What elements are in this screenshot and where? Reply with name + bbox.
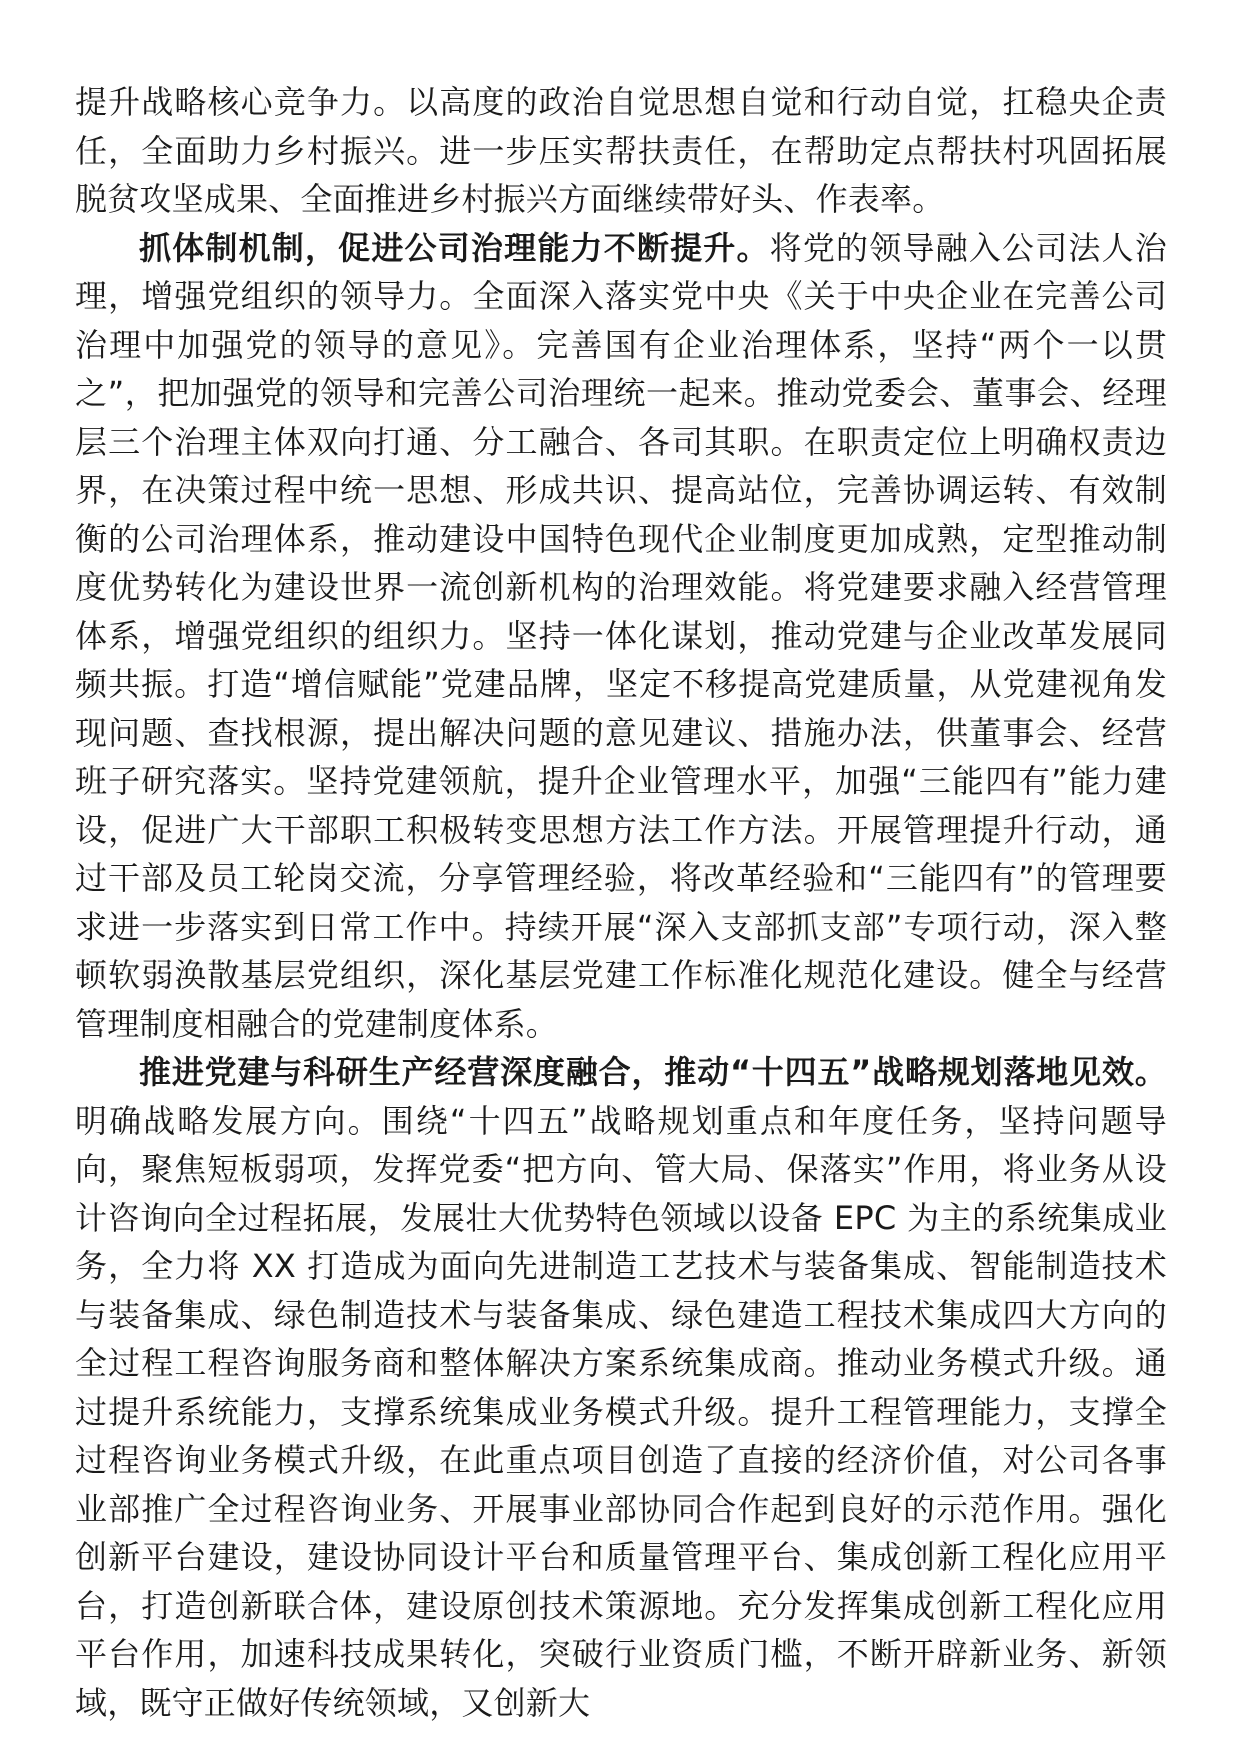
paragraph-3-lead: 推进党建与科研生产经营深度融合，推动“十四五”战略规划落地见效。 (139, 1053, 1167, 1091)
paragraph-2 (75, 224, 1167, 1049)
paragraph-2-text: 将党的领导融入公司法人治理，增强党组织的领导力。全面深入落实党中央《关于中央企业在完善公司治理中加强党的领导的意见》。完善国有企业治理体系，坚持“两个一以贯之”，把加强党的领导和完善公司治理统一起来。推动党委会、董事会、经理层三个治理主体双向打通、分工融合、各司其职。在职责定位上明确权责边界，在决策过程中统一思想、形成共识、提高站位，完善协调运转、有效制衡的公司治理体系，推动建设中国特色现代企业制度更加成熟，定型推动制度优势转化为建设世界一流创新机构的治理效能。将党建要求融入经营管理体系，增强党组织的组织力。坚持一体化谋划，推动党建与企业改革发展同频共振。打造“增信赋能”党建品牌，坚定不移提高党建质量，从党建视角发现问题、查找根源，提出解决问题的意见建议、措施办法，供董事会、经营班子研究落实。坚持党建领航，提升企业管理水平，加强“三能四有”能力建设，促进广大干部职工积极转变思想方法工作方法。开展管理提升行动，通过干部及员工轮岗交流，分享管理经验，将改革经验和“三能四有”的管理要求进一步落实到日常工作中。持续开展“深入支部抓支部”专项行动，深入整顿软弱涣散基层党组织，深化基层党建工作标准化规范化建设。健全与经营管理制度相融合的党建制度体系。 (75, 228, 1167, 1043)
paragraph-1 (75, 78, 1167, 224)
paragraph-1-text: 提升战略核心竞争力。以高度的政治自觉思想自觉和行动自觉，扛稳央企责任，全面助力乡村振兴。进一步压实帮扶责任，在帮助定点帮扶村巩固拓展脱贫攻坚成果、全面推进乡村振兴方面继续带好头、作表率。 (75, 83, 1167, 218)
paragraph-3-text: 明确战略发展方向。围绕“十四五”战略规划重点和年度任务，坚持问题导向，聚焦短板弱项，发挥党委“把方向、管大局、保落实”作用，将业务从设计咨询向全过程拓展，发展壮大优势特色领域以设备 EPC 为主的系统集成业务，全力将 XX 打造成为面向先进制造工艺技术与装备集成、智能制造技术与装备集成、绿色制造技术与装备集成、绿色建造工程技术集成四大方向的全过程工程咨询服务商和整体解决方案系统集成商。推动业务模式升级。通过提升系统能力，支撑系统集成业务模式升级。提升工程管理能力，支撑全过程咨询业务模式升级，在此重点项目创造了直接的经济价值，对公司各事业部推广全过程咨询业务、开展事业部协同合作起到良好的示范作用。强化创新平台建设，建设协同设计平台和质量管理平台、集成创新工程化应用平台，打造创新联合体，建设原创技术策源地。充分发挥集成创新工程化应用平台作用，加速科技成果转化，突破行业资质门槛，不断开辟新业务、新领域，既守正做好传统领域，又创新大 (75, 1101, 1167, 1722)
document-page (75, 78, 1167, 1727)
paragraph-2-lead: 抓体制机制，促进公司治理能力不断提升。 (139, 228, 770, 267)
paragraph-3 (75, 1048, 1167, 1727)
